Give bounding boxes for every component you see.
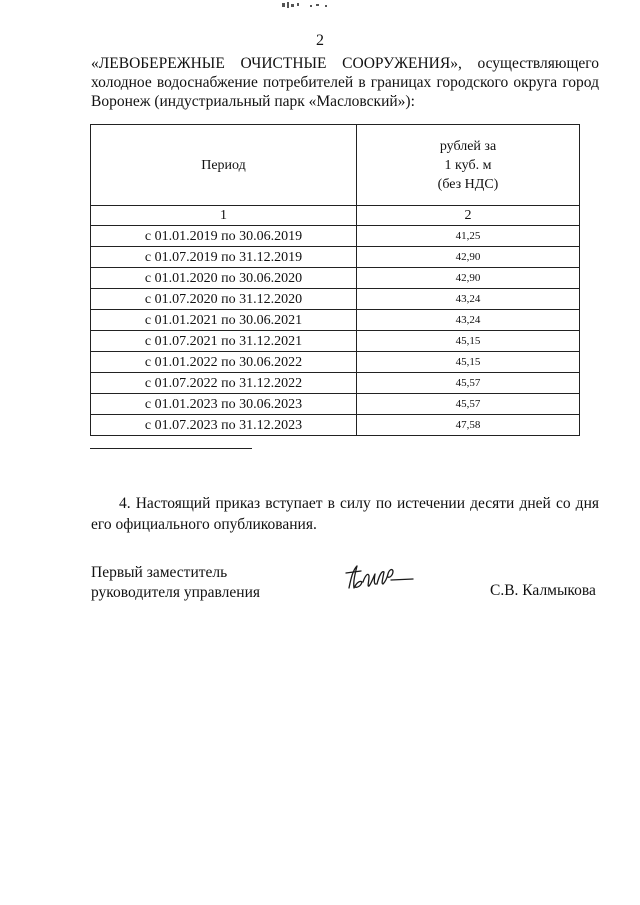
- row-price: 42,90: [357, 247, 580, 268]
- column-number-2: 2: [357, 206, 580, 226]
- row-period: с 01.07.2022 по 31.12.2022: [91, 373, 357, 394]
- row-period: с 01.01.2019 по 30.06.2019: [91, 226, 357, 247]
- row-price: 45,15: [357, 352, 580, 373]
- row-period: с 01.07.2019 по 31.12.2019: [91, 247, 357, 268]
- row-price: 45,57: [357, 373, 580, 394]
- row-period: с 01.07.2020 по 31.12.2020: [91, 289, 357, 310]
- row-price: 42,90: [357, 268, 580, 289]
- header-price-line-3: (без НДС): [437, 176, 499, 192]
- clause-paragraph: [91, 493, 599, 535]
- row-price: 47,58: [357, 415, 580, 436]
- table-row: [91, 415, 580, 436]
- row-period: с 01.01.2021 по 30.06.2021: [91, 310, 357, 331]
- row-period: с 01.01.2023 по 30.06.2023: [91, 394, 357, 415]
- signatory-name: С.В. Калмыкова: [490, 582, 596, 599]
- header-price: [357, 125, 580, 206]
- table-row: [91, 268, 580, 289]
- intro-line-2: холодное водоснабжение потребителей в границах городского округа город: [91, 74, 599, 91]
- header-period: Период: [91, 125, 357, 206]
- intro-paragraph: [91, 54, 599, 111]
- column-number-1: 1: [91, 206, 357, 226]
- table-row: [91, 226, 580, 247]
- table-header-row: [91, 125, 580, 206]
- row-price: 43,24: [357, 310, 580, 331]
- page-number: 2: [316, 32, 324, 49]
- handwritten-signature: [343, 560, 418, 596]
- scan-artifact-mark: [270, 0, 360, 12]
- row-period: с 01.07.2021 по 31.12.2021: [91, 331, 357, 352]
- row-period: с 01.07.2023 по 31.12.2023: [91, 415, 357, 436]
- row-price: 41,25: [357, 226, 580, 247]
- row-price: 45,15: [357, 331, 580, 352]
- row-price: 43,24: [357, 289, 580, 310]
- header-price-line-2: 1 куб. м: [444, 157, 492, 173]
- header-price-line-1: рублей за: [439, 138, 497, 154]
- signatory-title-line-1: Первый заместитель: [91, 564, 228, 581]
- table-row: [91, 289, 580, 310]
- footnote-separator: [90, 448, 252, 449]
- signatory-title-line-2: руководителя управления: [91, 584, 261, 601]
- clause-line-1: 4. Настоящий приказ вступает в силу по истечении десяти дней со дня: [119, 495, 599, 512]
- row-period: с 01.01.2020 по 30.06.2020: [91, 268, 357, 289]
- column-number-row: [91, 206, 580, 226]
- table-row: [91, 310, 580, 331]
- table-row: [91, 352, 580, 373]
- table-row: [91, 373, 580, 394]
- signatory-title: [91, 563, 260, 603]
- row-period: с 01.01.2022 по 30.06.2022: [91, 352, 357, 373]
- tariff-table: [90, 124, 580, 436]
- intro-line-3: Воронеж (индустриальный парк «Масловский»):: [91, 93, 415, 110]
- intro-line-1: «ЛЕВОБЕРЕЖНЫЕ ОЧИСТНЫЕ СООРУЖЕНИЯ», осуществляющего: [91, 55, 599, 72]
- clause-line-2: его официального опубликования.: [91, 516, 317, 533]
- table-row: [91, 394, 580, 415]
- table-row: [91, 247, 580, 268]
- row-price: 45,57: [357, 394, 580, 415]
- table-row: [91, 331, 580, 352]
